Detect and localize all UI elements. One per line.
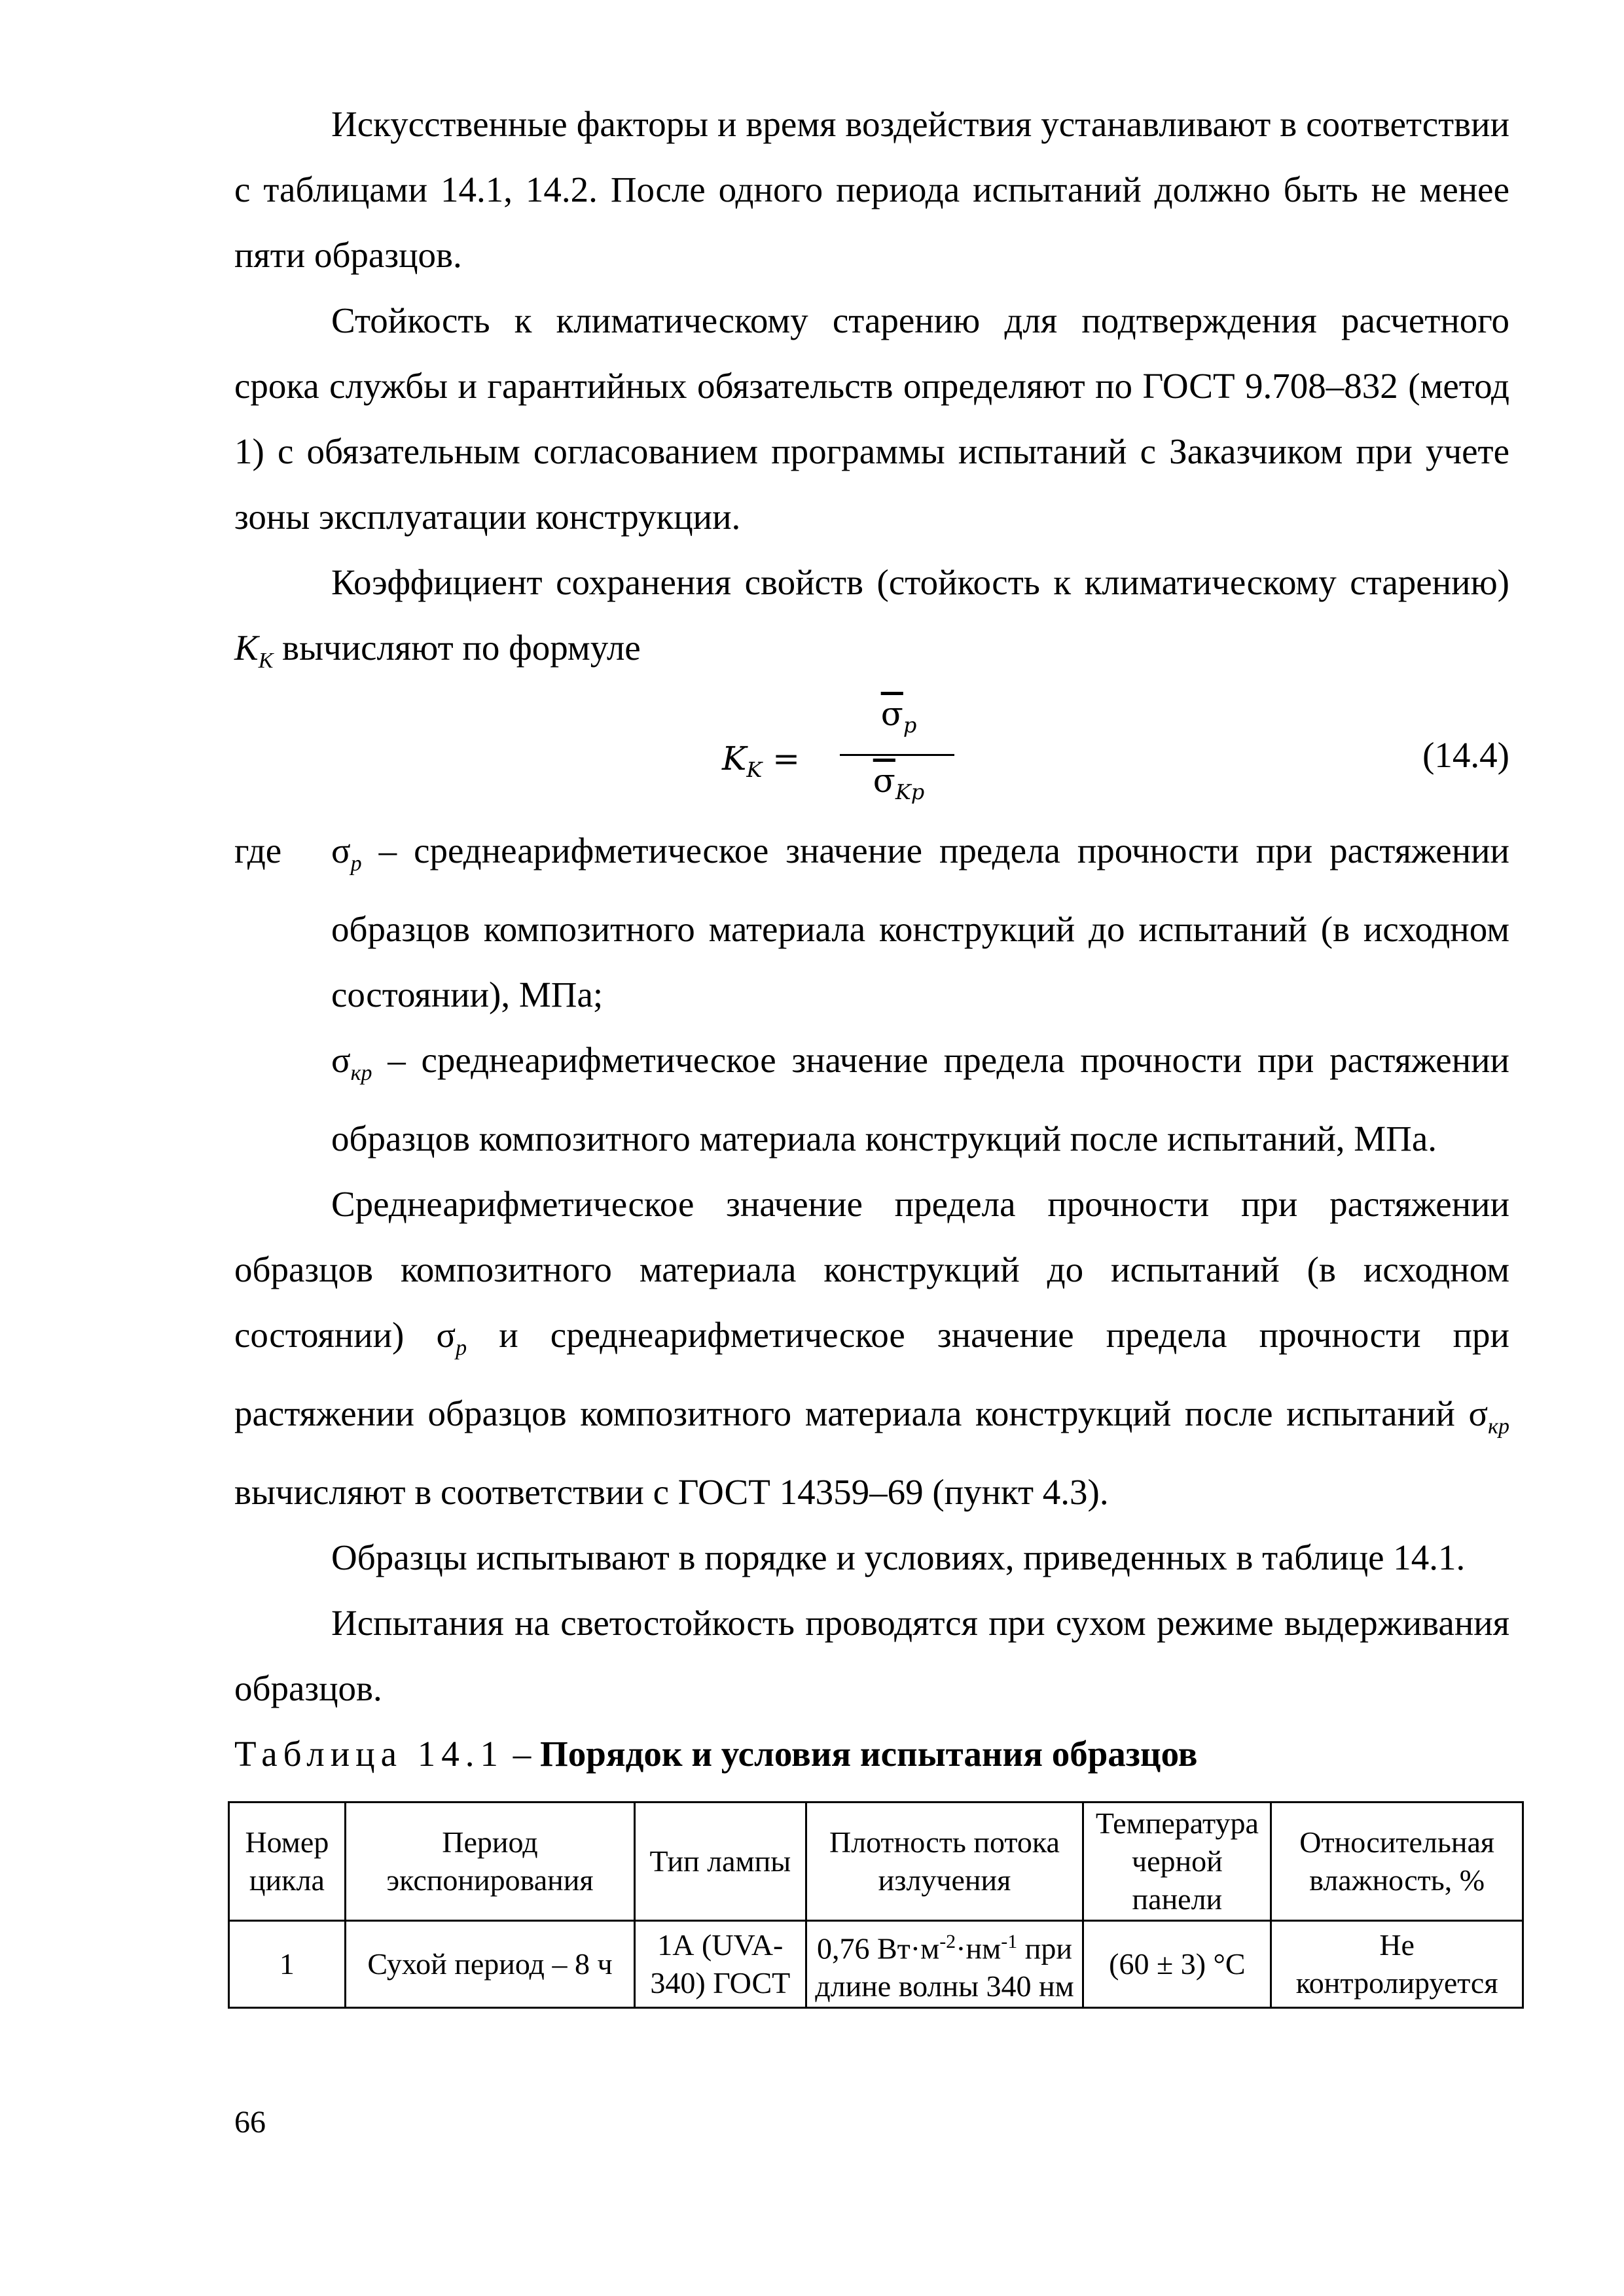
cell-lamp: 1А (UVA-340) ГОСТ — [635, 1921, 806, 2008]
header-humidity: Относительная влажность, % — [1271, 1803, 1523, 1921]
sigma-p-symbol: $\sigma_p$ — [331, 831, 362, 876]
sigma-kr-inline: $\sigma_{кр}$ — [1468, 1393, 1509, 1439]
header-cycle: Номер цикла — [229, 1803, 346, 1921]
page-number: 66 — [234, 2105, 266, 2140]
paragraph-1: Искусственные факторы и время воздействия устанавливают в соответствии с таблицами 14.1, 14.2. После одного периода испытаний должно быть не менее пяти образцов. — [234, 104, 1509, 275]
header-period: Период экспонирования — [345, 1803, 634, 1921]
table-row — [229, 1921, 1523, 2008]
definition-2-text: – среднеарифметическое значение предела прочности при растяжении образцов композитного материала конструкций после испытаний, МПа. — [331, 1040, 1509, 1158]
formula-14-4 — [234, 694, 1509, 818]
table-caption: Таблица 14.1 – Порядок и условия испытания образцов — [234, 1734, 1198, 1774]
header-flux: Плотность потока излучения — [806, 1803, 1083, 1921]
formula-lhs: $K_K$ = — [722, 740, 801, 782]
cell-cycle: 1 — [229, 1921, 346, 2008]
definitions — [234, 818, 1509, 1172]
cell-humidity: Не контролируется — [1271, 1921, 1523, 2008]
equation-number: (14.4) — [1422, 735, 1509, 775]
paragraph-6: Испытания на светостойкость проводятся при сухом режиме выдерживания образцов. — [234, 1603, 1509, 1708]
definition-1 — [234, 818, 1509, 1028]
table-header-row — [229, 1803, 1523, 1921]
page-body — [234, 92, 1509, 2009]
fraction-bar — [840, 754, 954, 756]
header-lamp: Тип лампы — [635, 1803, 806, 1921]
paragraph-5: Образцы испытывают в порядке и условиях, приведенных в таблице 14.1. — [331, 1537, 1466, 1577]
table-caption-title: Порядок и условия испытания образцов — [539, 1734, 1198, 1774]
sigma-kr-symbol: $\sigma_{кр}$ — [331, 1040, 372, 1085]
table-caption-label: Таблица 14.1 — [234, 1734, 504, 1774]
definition-2 — [331, 1028, 1509, 1172]
paragraph-3 — [234, 550, 1509, 694]
sigma-p-inline: $\sigma_p$ — [436, 1315, 467, 1360]
conditions-table — [228, 1801, 1524, 2009]
formula-fraction — [722, 694, 997, 818]
formula-numerator: $\overline{\sigma}_p$ — [880, 695, 917, 738]
formula-denominator: $\overline{\sigma}_{Kp}$ — [873, 762, 925, 804]
paragraph-3-text-b: вычисляют по формуле — [273, 628, 641, 668]
paragraph-2: Стойкость к климатическому старению для подтверждения расчетного срока службы и гарантийных обязательств определяют по ГОСТ 9.708–832 (метод 1) с обязательным согласованием программы испытаний с Заказчиком при учете зоны эксплуатации конструкции. — [234, 300, 1509, 537]
paragraph-3-text-a: Коэффициент сохранения свойств (стойкость к климатическому старению) — [331, 562, 1509, 602]
cell-temperature: (60 ± 3) °С — [1083, 1921, 1271, 2008]
paragraph-4: Среднеарифметическое значение предела прочности при растяжении образцов композитного материала конструкций до испытаний (в исходном состоянии) $\sigma_p$ и среднеарифметическое значение предела прочности при растяжении образцов композитного материала конструкций после испытаний $\sigma_{кр}$ вычисляют в соответствии с ГОСТ 14359–69 (пункт 4.3). — [234, 1184, 1509, 1512]
header-temperature: Температура черной панели — [1083, 1803, 1271, 1921]
where-label: где — [234, 831, 282, 870]
definition-1-text: – среднеарифметическое значение предела прочности при растяжении образцов композитного материала конструкций до испытаний (в исходном состоянии), МПа; — [331, 831, 1509, 1014]
cell-flux: 0,76 $Вт\cdot м^{-2}\cdot нм^{-1}$ при длине волны 340 нм — [806, 1921, 1083, 2008]
cell-period: Сухой период – 8 ч — [345, 1921, 634, 2008]
kk-symbol: $K_K$ — [234, 628, 274, 673]
